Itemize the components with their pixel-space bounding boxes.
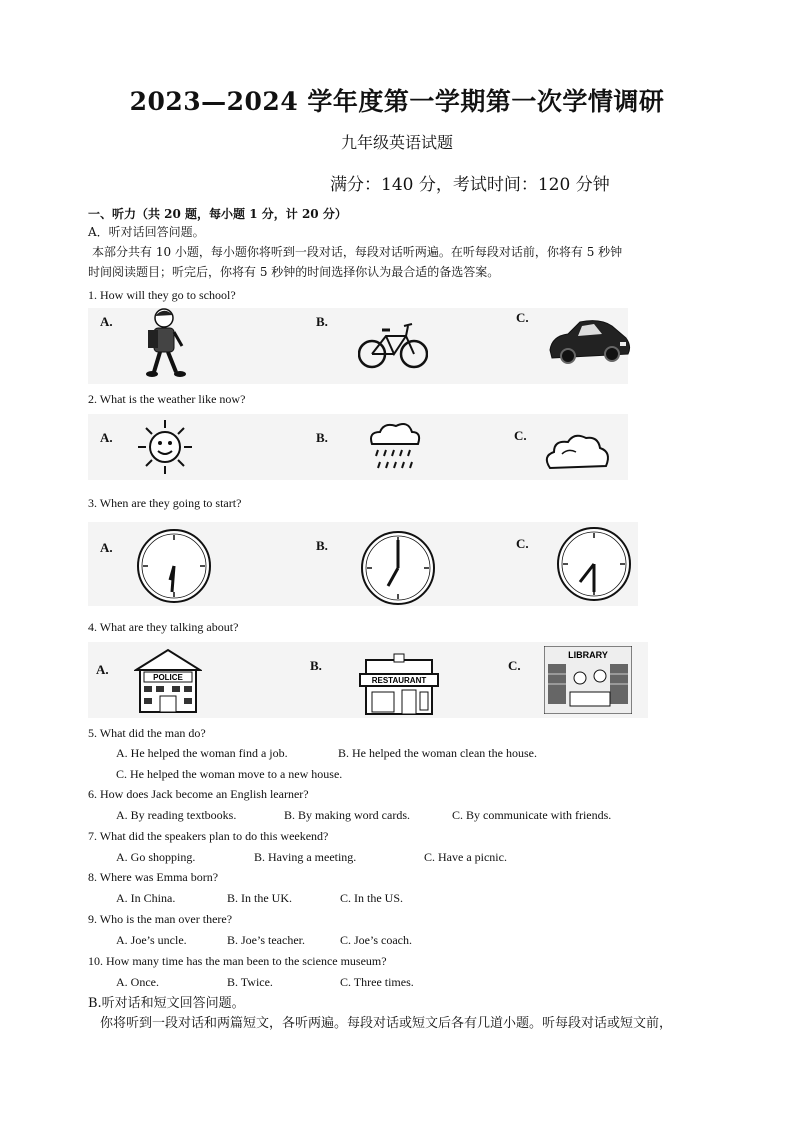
page-title: 2023—2024 学年度第一学期第一次学情调研 (129, 87, 665, 116)
question-1: 1. How will they go to school? (88, 288, 236, 302)
question-10: 10. How many time has the man been to the science museum? (88, 954, 387, 968)
library-icon (544, 646, 632, 714)
question-7: 7. What did the speakers plan to do this weekend? (88, 829, 329, 843)
option-label: B. (316, 538, 328, 553)
option-b: B. By making word cards. (284, 808, 410, 822)
option-c: C. Three times. (340, 975, 414, 989)
walking-boy-icon (142, 306, 196, 380)
question-9: 9. Who is the man over there? (88, 912, 233, 926)
option-b: B. Joe’s teacher. (227, 933, 305, 947)
score-info: 满分：140 分，考试时间：120 分钟 (330, 175, 610, 195)
option-label: C. (514, 428, 527, 443)
question-5: 5. What did the man do? (88, 726, 206, 740)
option-c: C. Joe’s coach. (340, 933, 412, 947)
option-b: B. Having a meeting. (254, 850, 357, 864)
option-a: A. Once. (116, 975, 159, 989)
option-c: C. By communicate with friends. (452, 808, 612, 822)
part-a-instruction-2: 时间阅读题目；听完后，你将有 5 秒钟的时间选择你认为最合适的备选答案。 (88, 265, 500, 279)
option-c: C. He helped the woman move to a new house. (116, 767, 343, 781)
question-3: 3. When are they going to start? (88, 496, 242, 510)
rain-cloud-icon (364, 420, 424, 476)
option-c: C. Have a picnic. (424, 850, 507, 864)
option-label: C. (508, 658, 521, 673)
option-c: C. In the US. (340, 891, 403, 905)
option-label: B. (316, 314, 328, 329)
police-station-icon (134, 648, 202, 714)
option-label: A. (96, 662, 109, 677)
option-label: A. (100, 430, 113, 445)
clock-icon (358, 530, 438, 608)
question-2: 2. What is the weather like now? (88, 392, 246, 406)
option-b: B. Twice. (227, 975, 273, 989)
part-a-title: A．听对话回答问题。 (88, 225, 205, 239)
option-label: A. (100, 314, 113, 329)
part-a-instruction-1: 本部分共有 10 小题，每小题你将听到一段对话，每段对话听两遍。在听每段对话前，你将有 5 秒钟 (92, 245, 623, 259)
page-subtitle: 九年级英语试题 (340, 133, 453, 152)
option-a: A. In China. (116, 891, 176, 905)
bicycle-icon (358, 318, 428, 372)
question-6: 6. How does Jack become an English learner? (88, 787, 309, 801)
library-sign: LIBRARY (568, 650, 608, 660)
part-b-instruction: 你将听到一段对话和两篇短文，各听两遍。每段对话或短文后各有几道小题。听每段对话或短文前， (100, 1016, 673, 1031)
option-b: B. In the UK. (227, 891, 292, 905)
option-a: A. Go shopping. (116, 850, 196, 864)
option-a: A. He helped the woman find a job. (116, 746, 288, 760)
section-heading: 一、听力（共 20 题，每小题 1 分，计 20 分） (88, 207, 347, 221)
clock-icon (554, 526, 634, 604)
car-icon (546, 316, 632, 370)
cloud-icon (542, 430, 612, 474)
clock-icon (134, 528, 214, 606)
restaurant-icon (358, 652, 440, 716)
question-8: 8. Where was Emma born? (88, 870, 219, 884)
option-label: B. (310, 658, 322, 673)
question-4: 4. What are they talking about? (88, 620, 239, 634)
option-a: A. Joe’s uncle. (116, 933, 187, 947)
option-a: A. By reading textbooks. (116, 808, 237, 822)
option-label: B. (316, 430, 328, 445)
option-b: B. He helped the woman clean the house. (338, 746, 537, 760)
option-label: A. (100, 540, 113, 555)
restaurant-sign: RESTAURANT (371, 676, 427, 685)
police-sign: POLICE (153, 673, 183, 682)
sun-icon (136, 418, 194, 476)
option-label: C. (516, 310, 529, 325)
part-b-title: B.听对话和短文回答问题。 (88, 996, 245, 1011)
option-label: C. (516, 536, 529, 551)
